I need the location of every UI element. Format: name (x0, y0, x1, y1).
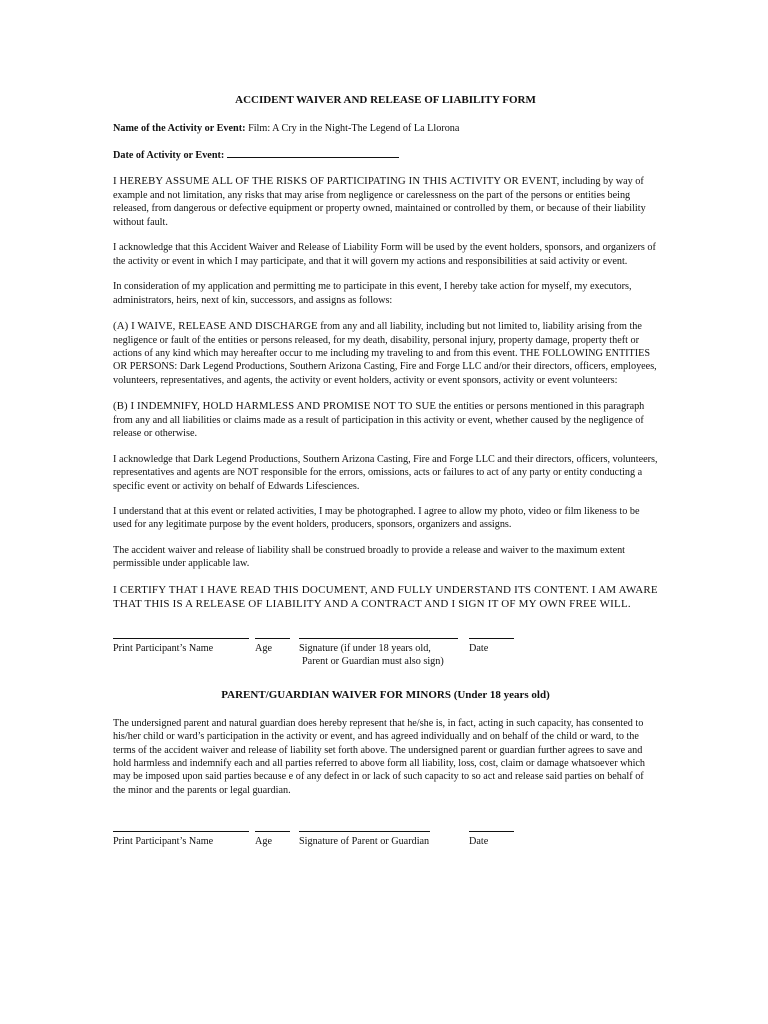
minors-waiver-paragraph: The undersigned parent and natural guardian does hereby represent that he/she is, in fact, acting in such capacity, has consented to his/her child or ward’s participation in the activity or event, and has agreed individually and on behalf of the child or ward, to the terms of the accident waiver and release of liability set forth above. The undersigned parent or guardian further agrees to save and hold harmless and indemnify each and all parties referred to above form all liability, loss, cost, claim or damage whatsoever which may be imposed upon said parties because e of any defect in or lack of such capacity to so act and release said parties on behalf of the minor and the parents or legal guardian. (113, 717, 646, 796)
waive-release-text: from any and all liability, including but not limited to, liability arising from the negligence or fault of the entities or persons released, for my death, disability, personal injury, property damage, property theft or actions of any kind which may hereafter occur to me including my traveling to and from this event. THE FOLLOWING ENTITIES OR PERSONS: Dark Legend Productions, Southern Arizona Casting, Fire and Forge LLC and/or their directors, officers, employees, volunteers, representatives, and agents, the activity or event holders, activity or event sponsors, activity or event volunteers: (113, 321, 657, 386)
acknowledgement-paragraph: I acknowledge that this Accident Waiver and Release of Liability Form will be used by the event holders, sponsors, and organizers of the activity or event in which I may participate, and that it will govern my actions and responsibilities at said activity or event. (113, 242, 656, 267)
participant-age-line[interactable] (255, 638, 290, 639)
activity-value: Film: A Cry in the Night-The Legend of La Llorona (248, 122, 460, 134)
guardian-age-label: Age (255, 836, 272, 848)
participant-name-label: Print Participant’s Name (113, 643, 214, 655)
date-blank-line[interactable] (227, 147, 399, 158)
participant-signature-label: Signature (if under 18 years old, (299, 643, 431, 655)
participant-signature-note: Parent or Guardian must also sign) (302, 656, 444, 668)
participant-name-line[interactable] (113, 638, 249, 639)
date-label: Date of Activity or Event: (113, 149, 225, 161)
photo-consent-paragraph: I understand that at this event or related activities, I may be photographed. I agree to allow my photo, video or film likeness to be used for any legitimate purpose by the event holders, producers, sponsors, organizers and assigns. (113, 506, 640, 531)
indemnify-lead: (B) I INDEMNIFY, HOLD HARMLESS AND PROMISE NOT TO SUE (113, 400, 437, 413)
risk-assumption-lead: I HEREBY ASSUME ALL OF THE RISKS OF PARTICIPATING IN THIS ACTIVITY OR EVENT, (113, 175, 560, 188)
certification-statement: I CERTIFY THAT I HAVE READ THIS DOCUMENT, AND FULLY UNDERSTAND ITS CONTENT. I AM AWARE THAT THIS IS A RELEASE OF LIABILITY AND A CONTRACT AND I SIGN IT OF MY OWN FREE WILL. (113, 583, 658, 611)
guardian-date-line[interactable] (469, 831, 514, 832)
construction-paragraph: The accident waiver and release of liability shall be construed broadly to provide a release and waiver to the maximum extent permissible under applicable law. (113, 544, 626, 570)
consideration-paragraph: In consideration of my application and permitting me to participate in this event, I hereby take action for myself, my executors, administrators, heirs, next of kin, successors, and assigns as follows: (113, 281, 632, 306)
guardian-participant-name-label: Print Participant’s Name (113, 836, 214, 848)
guardian-participant-name-line[interactable] (113, 831, 249, 832)
activity-label: Name of the Activity or Event: (113, 122, 246, 134)
participant-signature-block (113, 638, 658, 678)
participant-age-label: Age (255, 643, 272, 655)
guardian-signature-label: Signature of Parent or Guardian (299, 836, 430, 848)
participant-date-line[interactable] (469, 638, 514, 639)
date-field (113, 147, 658, 162)
waive-release-paragraph (113, 319, 658, 387)
responsibility-paragraph: I acknowledge that Dark Legend Productions, Southern Arizona Casting, Fire and Forge LLC and their directors, officers, volunteers, representatives and agents are NOT responsible for the errors, omissions, acts or failures to act of any party or entity conducting a specific event or activity on behalf of Edwards Lifesciences. (113, 453, 658, 492)
risk-assumption-text: including by way of example and not limitation, any risks that may arise from negligence or carelessness on the part of the persons or entities being released, from dangerous or defective equipment or property owned, maintained or controlled by them, or because of their liability without fault. (113, 176, 646, 228)
participant-signature-line[interactable] (299, 638, 458, 639)
indemnify-text: the entities or persons mentioned in this paragraph from any and all liabilities or claims made as a result of participation in this activity or event, whether caused by the negligence of release or otherwise. (113, 401, 645, 440)
guardian-signature-line[interactable] (299, 831, 430, 832)
guardian-age-line[interactable] (255, 831, 290, 832)
form-title: ACCIDENT WAIVER AND RELEASE OF LIABILITY FORM (235, 94, 536, 106)
guardian-signature-block (113, 831, 658, 871)
waive-release-lead: (A) I WAIVE, RELEASE AND DISCHARGE (113, 320, 318, 333)
minors-section-title: PARENT/GUARDIAN WAIVER FOR MINORS (Under 18 years old) (221, 689, 550, 702)
guardian-date-label: Date (469, 836, 489, 848)
waiver-form (113, 93, 658, 871)
indemnify-paragraph (113, 399, 658, 440)
risk-assumption-paragraph (113, 174, 658, 229)
activity-field (113, 122, 658, 135)
participant-date-label: Date (469, 643, 489, 655)
